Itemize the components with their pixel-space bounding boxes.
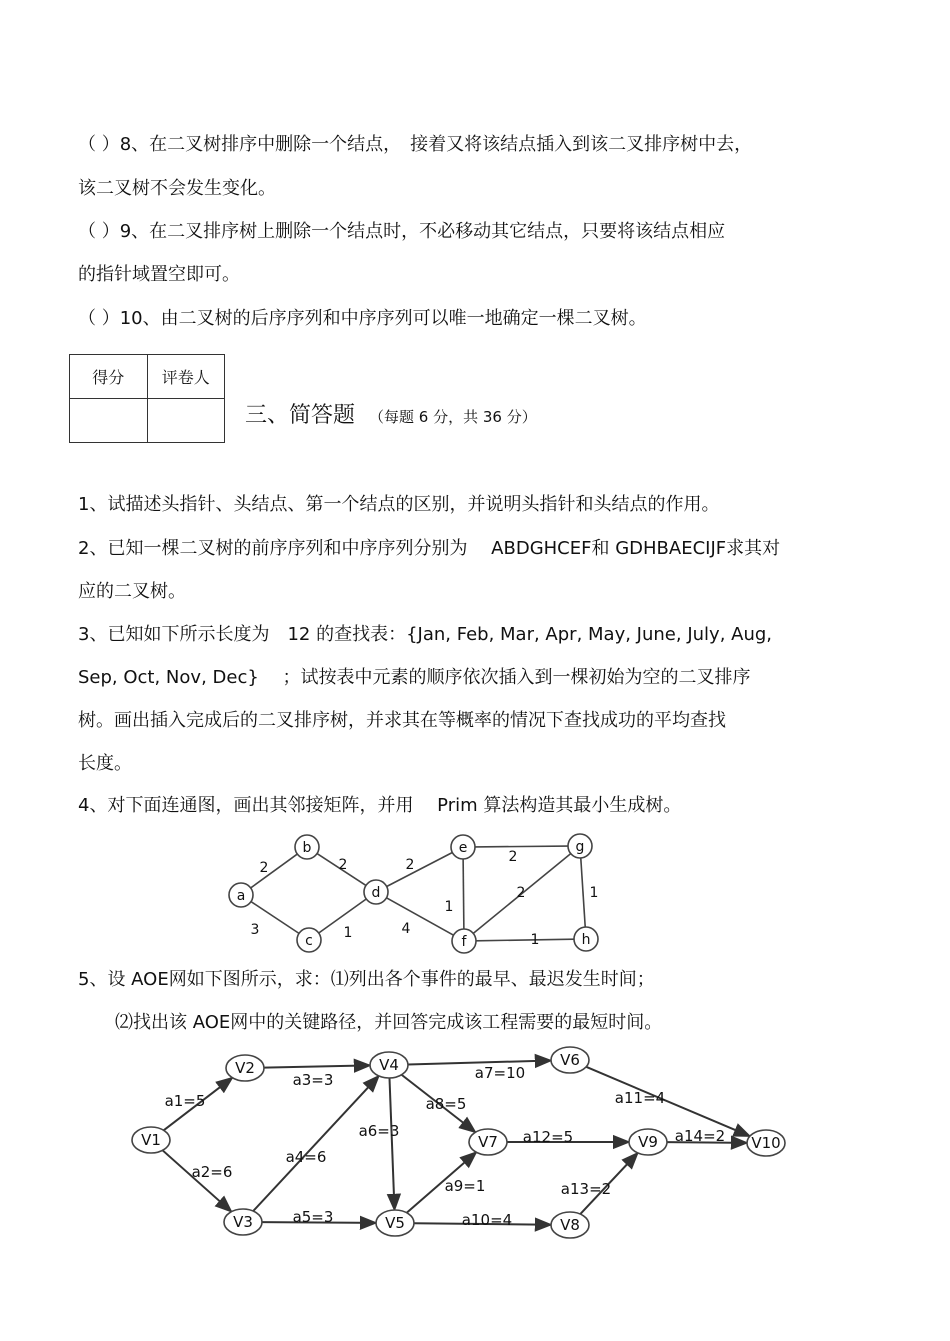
arc-label-a6: a6=3 [358,1122,400,1140]
arc-label-a13: a13=2 [560,1180,612,1198]
arc-V6-V10 [586,1067,750,1136]
event-label-V7: V7 [478,1133,498,1151]
edge-weight-b-d: 2 [338,857,348,873]
arc-label-a5: a5=3 [292,1208,334,1226]
arc-label-a14: a14=2 [674,1127,726,1145]
arc-label-a3: a3=3 [292,1071,334,1089]
edge-weight-g-h: 1 [589,885,599,901]
edge-c-d [319,899,366,933]
score-header: 得分 [70,355,148,399]
edge-g-h [581,858,585,927]
edge-e-f [463,859,464,929]
arc-label-a8: a8=5 [425,1095,467,1113]
event-label-V2: V2 [235,1059,255,1077]
arc-label-a10: a10=4 [461,1211,513,1229]
question-4: 4、对下面连通图，画出其邻接矩阵，并用 Prim 算法构造其最小生成树。 [78,795,682,816]
grader-header: 评卷人 [147,355,225,399]
arc-label-a2: a2=6 [191,1163,233,1181]
edge-f-h [476,939,574,941]
arc-label-a11: a11=4 [614,1089,666,1107]
edge-weight-f-h: 1 [530,932,540,948]
edge-weight-e-f: 1 [444,899,454,915]
edge-weight-a-c: 3 [250,922,260,938]
question-3-line1: 3、已知如下所示长度为 12 的查找表：{Jan, Feb, Mar, Apr, May, June, July, Aug, [78,624,773,645]
event-label-V8: V8 [560,1216,580,1234]
aoe-network [132,1047,785,1238]
arc-label-a9: a9=1 [444,1177,486,1195]
event-label-V4: V4 [379,1056,399,1074]
edge-d-f [386,898,453,935]
arc-label-a4: a4=6 [285,1148,327,1166]
question-5-line1: 5、设 AOE网如下图所示，求：⑴列出各个事件的最早、最迟发生时间； [78,969,655,990]
edge-weight-f-g: 2 [516,885,526,901]
node-label-a: a [236,888,246,904]
arc-label-a1: a1=5 [164,1092,206,1110]
question-1: 1、试描述头指针、头结点、第一个结点的区别，并说明头指针和头结点的作用。 [78,494,720,515]
node-label-g: g [575,839,585,855]
section-note: （每题 6 分，共 36 分） [369,408,537,426]
arc-V3-V4 [253,1076,379,1211]
arc-V4-V5 [389,1078,394,1210]
tf-10-line1: （ ）10、由二叉树的后序序列和中序序列可以唯一地确定一棵二叉树。 [78,308,647,329]
tf-8-line2: 该二叉树不会发生变化。 [78,178,276,199]
event-label-V3: V3 [233,1213,253,1231]
undirected-graph [229,834,598,953]
edge-a-b [251,854,298,888]
event-label-V10: V10 [751,1134,781,1152]
edge-e-g [475,846,568,847]
edge-weight-e-g: 2 [508,849,518,865]
edge-weight-d-e: 2 [405,857,415,873]
question-3-line3: 树。画出插入完成后的二叉排序树，并求其在等概率的情况下查找成功的平均查找 [78,710,726,731]
edge-weight-c-d: 1 [343,925,353,941]
node-label-c: c [305,933,313,949]
event-label-V6: V6 [560,1051,580,1069]
arc-V1-V3 [163,1150,232,1211]
question-3-line4: 长度。 [78,753,132,774]
arc-V2-V4 [264,1065,370,1067]
edge-weight-d-f: 4 [401,921,411,937]
section-title-text: 三、简答题 [245,403,356,428]
arc-label-a7: a7=10 [474,1064,526,1082]
question-5-line2: ⑵找出该 AOE网中的关键路径，并回答完成该工程需要的最短时间。 [115,1012,663,1033]
event-label-V9: V9 [638,1133,658,1151]
node-label-h: h [581,932,591,948]
arc-label-a12: a12=5 [522,1128,574,1146]
node-label-f: f [461,934,467,950]
tf-9-line1: （ ）9、在二叉排序树上删除一个结点时，不必移动其它结点，只要将该结点相应 [78,221,726,242]
tf-8-line1: （ ）8、在二叉树排序中删除一个结点， 接着又将该结点插入到该二叉排序树中去， [78,134,753,155]
event-label-V1: V1 [141,1131,161,1149]
edge-weight-a-b: 2 [259,860,269,876]
tf-9-line2: 的指针域置空即可。 [78,264,240,285]
node-label-b: b [302,840,312,856]
edge-d-e [387,853,453,887]
event-label-V5: V5 [385,1214,405,1232]
question-2-line1: 2、已知一棵二叉树的前序序列和中序序列分别为 ABDGHCEF和 GDHBAECIJF求其对 [78,538,781,559]
question-2-line2: 应的二叉树。 [78,581,186,602]
node-label-d: d [371,885,381,901]
node-label-e: e [458,840,468,856]
question-3-line2: Sep, Oct, Nov, Dec} ；试按表中元素的顺序依次插入到一棵初始为空的二叉排序 [78,667,751,688]
